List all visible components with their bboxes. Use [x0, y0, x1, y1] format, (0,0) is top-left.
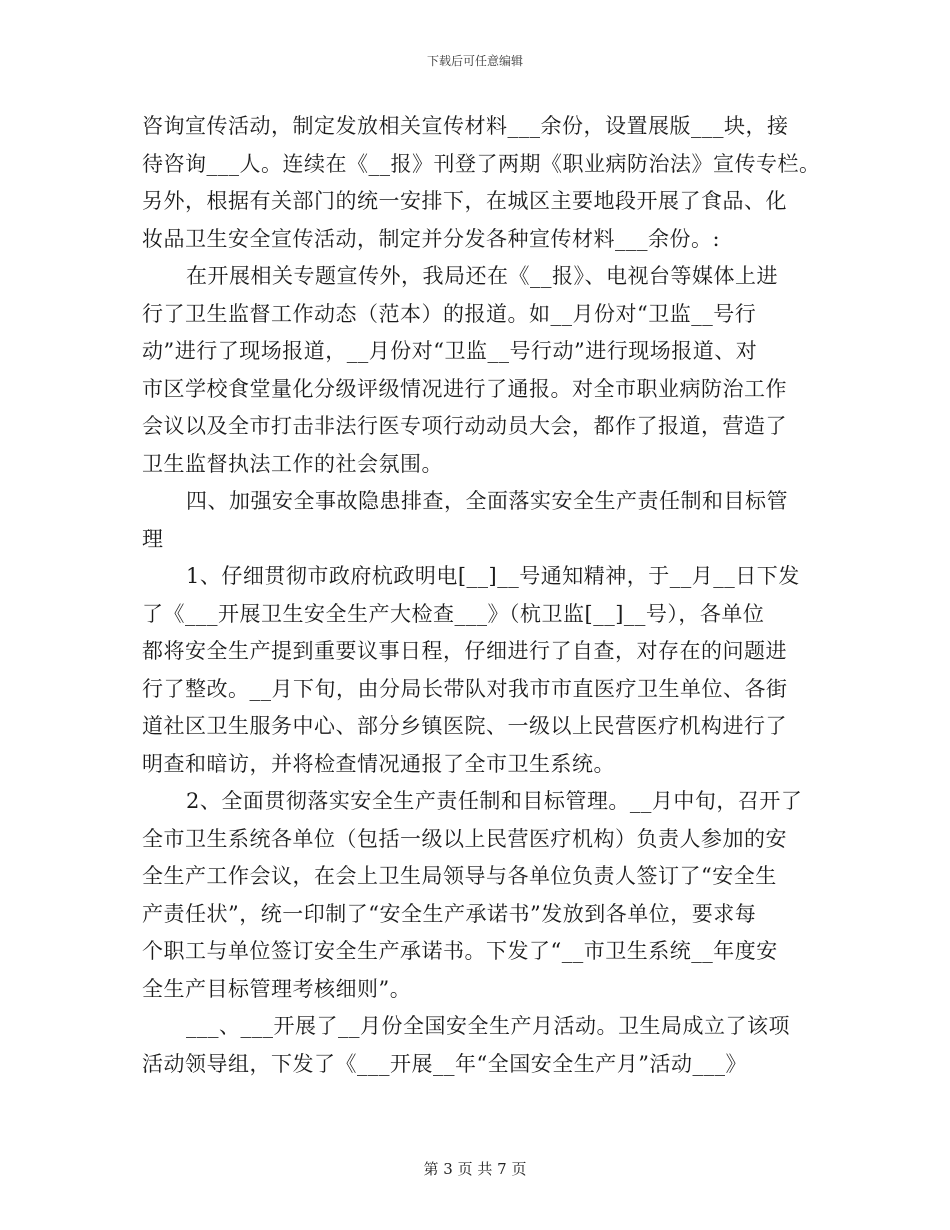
text-line: 全生产目标管理考核细则”。 — [142, 976, 412, 1001]
text-line: 都将安全生产提到重要议事日程，仔细进行了自查，对存在的问题进 — [142, 639, 787, 663]
text-line: 行了卫生监督工作动态（范本）的报道。如__月份对“卫监__号行 — [142, 301, 757, 326]
text-line: 另外，根据有关部门的统一安排下，在城区主要地段开展了食品、化 — [142, 189, 787, 213]
text-line: 动”进行了现场报道，__月份对“卫监__号行动”进行现场报道、对 — [142, 339, 758, 363]
text-line: 产责任状”，统一印制了“安全生产承诺书”发放到各单位，要求每 — [142, 901, 757, 926]
section-heading-cont: 理 — [142, 526, 164, 551]
paragraph-start: ___、___开展了__月份全国安全生产月活动。卫生局成立了该项 — [186, 1014, 790, 1038]
paragraph-start: 在开展相关专题宣传外，我局还在《__报》、电视台等媒体上进 — [186, 264, 778, 288]
text-line: 卫生监督执法工作的社会氛围。 — [142, 451, 443, 476]
page-footer: 第 3 页 共 7 页 — [423, 1160, 527, 1178]
text-line: 咨询宣传活动，制定发放相关宣传材料___余份，设置展版___块，接 — [142, 114, 789, 138]
text-line: 活动领导组，下发了《___开展__年“全国安全生产月”活动___》 — [142, 1051, 747, 1076]
text-line: 个职工与单位签订安全生产承诺书。下发了“__市卫生系统__年度安 — [142, 939, 778, 963]
document-body — [142, 108, 821, 1083]
text-line: 会议以及全市打击非法行医专项行动动员大会，都作了报道，营造了 — [142, 414, 787, 438]
text-line: 了《___开展卫生安全生产大检查___》（杭卫监[__]__号），各单位 — [142, 601, 765, 626]
text-line: 待咨询___人。连续在《__报》刊登了两期《职业病防治法》宣传专栏。 — [142, 151, 821, 176]
text-line: 道社区卫生服务中心、部分乡镇医院、一级以上民营医疗机构进行了 — [142, 714, 787, 738]
section-heading: 四、加强安全事故隐患排查，全面落实安全生产责任制和目标管 — [186, 489, 788, 513]
text-line: 行了整改。__月下旬，由分局长带队对我市市直医疗卫生单位、各街 — [142, 676, 788, 701]
paragraph-start: 2、全面贯彻落实安全生产责任制和目标管理。__月中旬，召开了 — [186, 789, 803, 813]
text-line: 明查和暗访，并将检查情况通报了全市卫生系统。 — [142, 751, 615, 776]
page-header: 下载后可任意编辑 — [426, 54, 523, 68]
text-line: 全市卫生系统各单位（包括一级以上民营医疗机构）负责人参加的安 — [142, 826, 787, 851]
text-line: 妆品卫生安全宣传活动，制定并分发各种宣传材料___余份。: — [142, 226, 721, 251]
paragraph-start: 1、仔细贯彻市政府杭政明电[__]__号通知精神，于__月__日下发 — [186, 564, 800, 588]
text-line: 全生产工作会议，在会上卫生局领导与各单位负责人签订了“安全生 — [142, 864, 777, 888]
text-line: 市区学校食堂量化分级评级情况进行了通报。对全市职业病防治工作 — [142, 376, 787, 401]
